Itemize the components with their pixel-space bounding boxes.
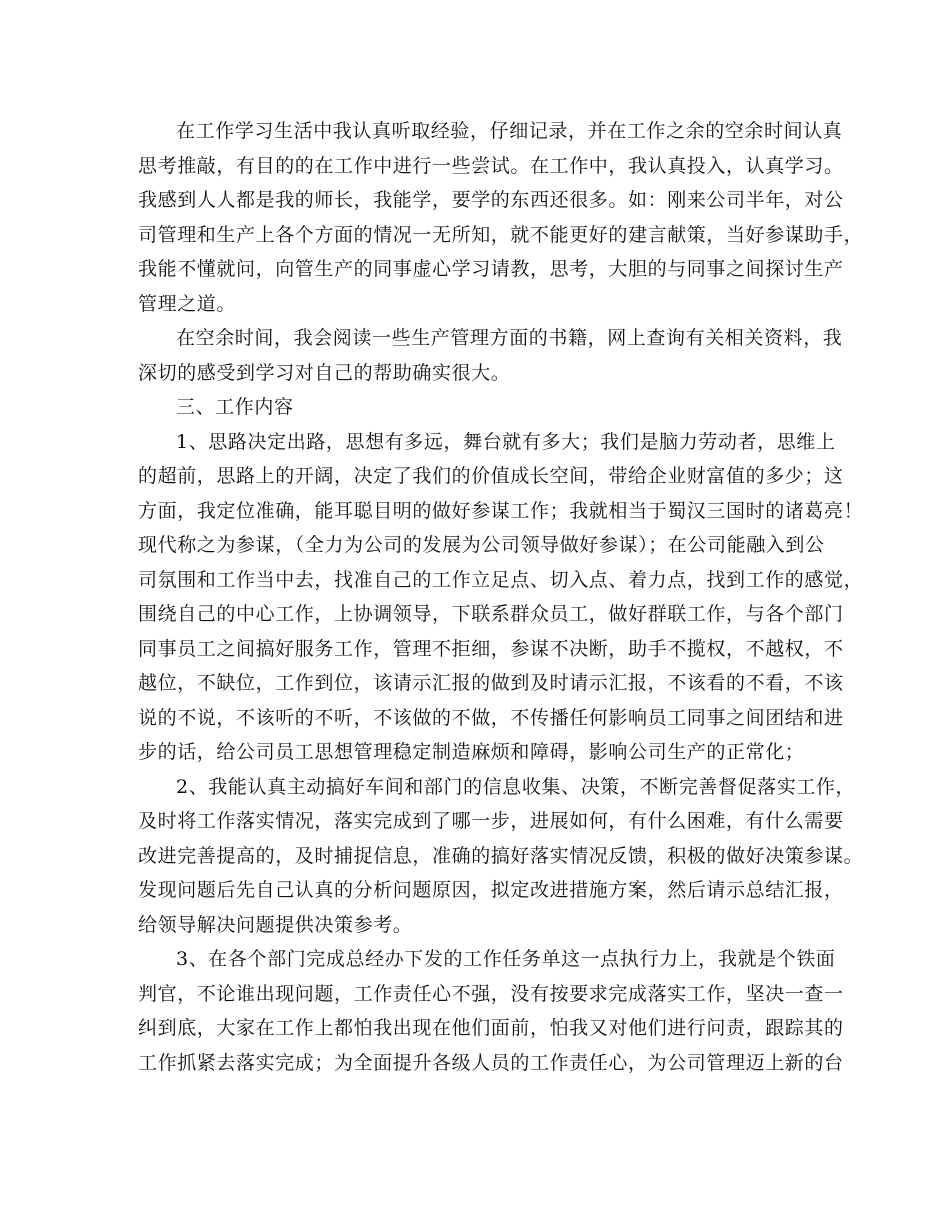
paragraph-line: 同事员工之间搞好服务工作，管理不拒细，参谋不决断，助手不揽权，不越权，不 bbox=[138, 637, 844, 660]
paragraph-line: 的超前，思路上的开阔，决定了我们的价值成长空间，带给企业财富值的多少；这 bbox=[138, 465, 844, 487]
paragraph-line: 我感到人人都是我的师长，我能学，要学的东西还很多。如：刚来公司半年，对公 bbox=[138, 189, 844, 211]
paragraph-line: 说的不说，不该听的不听，不该做的不做，不传播任何影响员工同事之间团结和进 bbox=[138, 706, 844, 729]
paragraph-line: 越位，不缺位，工作到位，该请示汇报的做到及时请示汇报，不该看的不看，不该 bbox=[138, 672, 844, 694]
paragraph-line: 围绕自己的中心工作，上协调领导，下联系群众员工，做好群联工作，与各个部门 bbox=[138, 603, 844, 625]
paragraph-line: 改进完善提高的，及时捕捉信息，准确的搞好落实情况反馈，积极的做好决策参谋。 bbox=[138, 844, 864, 867]
paragraph-line: 我能不懂就问，向管生产的同事虚心学习请教，思考，大胆的与同事之间探讨生产 bbox=[138, 258, 844, 280]
section-heading: 三、工作内容 bbox=[176, 396, 294, 418]
paragraph-line: 发现问题后先自己认真的分析问题原因，拟定改进措施方案，然后请示总结汇报， bbox=[138, 879, 844, 901]
paragraph-line: 纠到底，大家在工作上都怕我出现在他们面前，怕我又对他们进行问责，跟踪其的 bbox=[138, 1017, 844, 1039]
paragraph-line: 给领导解决问题提供决策参考。 bbox=[138, 913, 413, 936]
paragraph-line: 思考推敲，有目的的在工作中进行一些尝试。在工作中，我认真投入，认真学习。 bbox=[138, 154, 844, 177]
paragraph-line: 及时将工作落实情况，落实完成到了哪一步，进展如何，有什么困难，有什么需要 bbox=[138, 810, 844, 832]
paragraph-line: 工作抓紧去落实完成；为全面提升各级人员的工作责任心，为公司管理迈上新的台 bbox=[138, 1051, 844, 1074]
paragraph-line: 在空余时间，我会阅读一些生产管理方面的书籍，网上查询有关相关资料，我 bbox=[176, 327, 843, 349]
paragraph-line: 深切的感受到学习对自己的帮助确实很大。 bbox=[138, 361, 511, 384]
paragraph-line: 1、思路决定出路，思想有多远，舞台就有多大；我们是脑力劳动者，思维上 bbox=[176, 430, 836, 453]
paragraph-line: 3、在各个部门完成总经办下发的工作任务单这一点执行力上，我就是个铁面 bbox=[176, 948, 836, 970]
paragraph-line: 管理之道。 bbox=[138, 292, 237, 315]
paragraph-line: 判官，不论谁出现问题，工作责任心不强，没有按要求完成落实工作，坚决一查一 bbox=[138, 982, 844, 1005]
paragraph-line: 司氛围和工作当中去，找准自己的工作立足点、切入点、着力点，找到工作的感觉， bbox=[138, 568, 864, 591]
paragraph-line: 在工作学习生活中我认真听取经验，仔细记录，并在工作之余的空余时间认真 bbox=[176, 120, 843, 142]
paragraph-line: 方面，我定位准确，能耳聪目明的做好参谋工作；我就相当于蜀汉三国时的诸葛亮！ bbox=[138, 499, 864, 522]
paragraph-line: 司管理和生产上各个方面的情况一无所知，就不能更好的建言献策，当好参谋助手， bbox=[138, 223, 864, 246]
paragraph-line: 现代称之为参谋，（全力为公司的发展为公司领导做好参谋）；在公司能融入到公 bbox=[138, 534, 825, 556]
document-body bbox=[138, 114, 864, 1080]
paragraph-line: 步的话，给公司员工思想管理稳定制造麻烦和障碍，影响公司生产的正常化； bbox=[138, 741, 805, 763]
paragraph-line: 2、我能认真主动搞好车间和部门的信息收集、决策，不断完善督促落实工作， bbox=[176, 775, 856, 798]
